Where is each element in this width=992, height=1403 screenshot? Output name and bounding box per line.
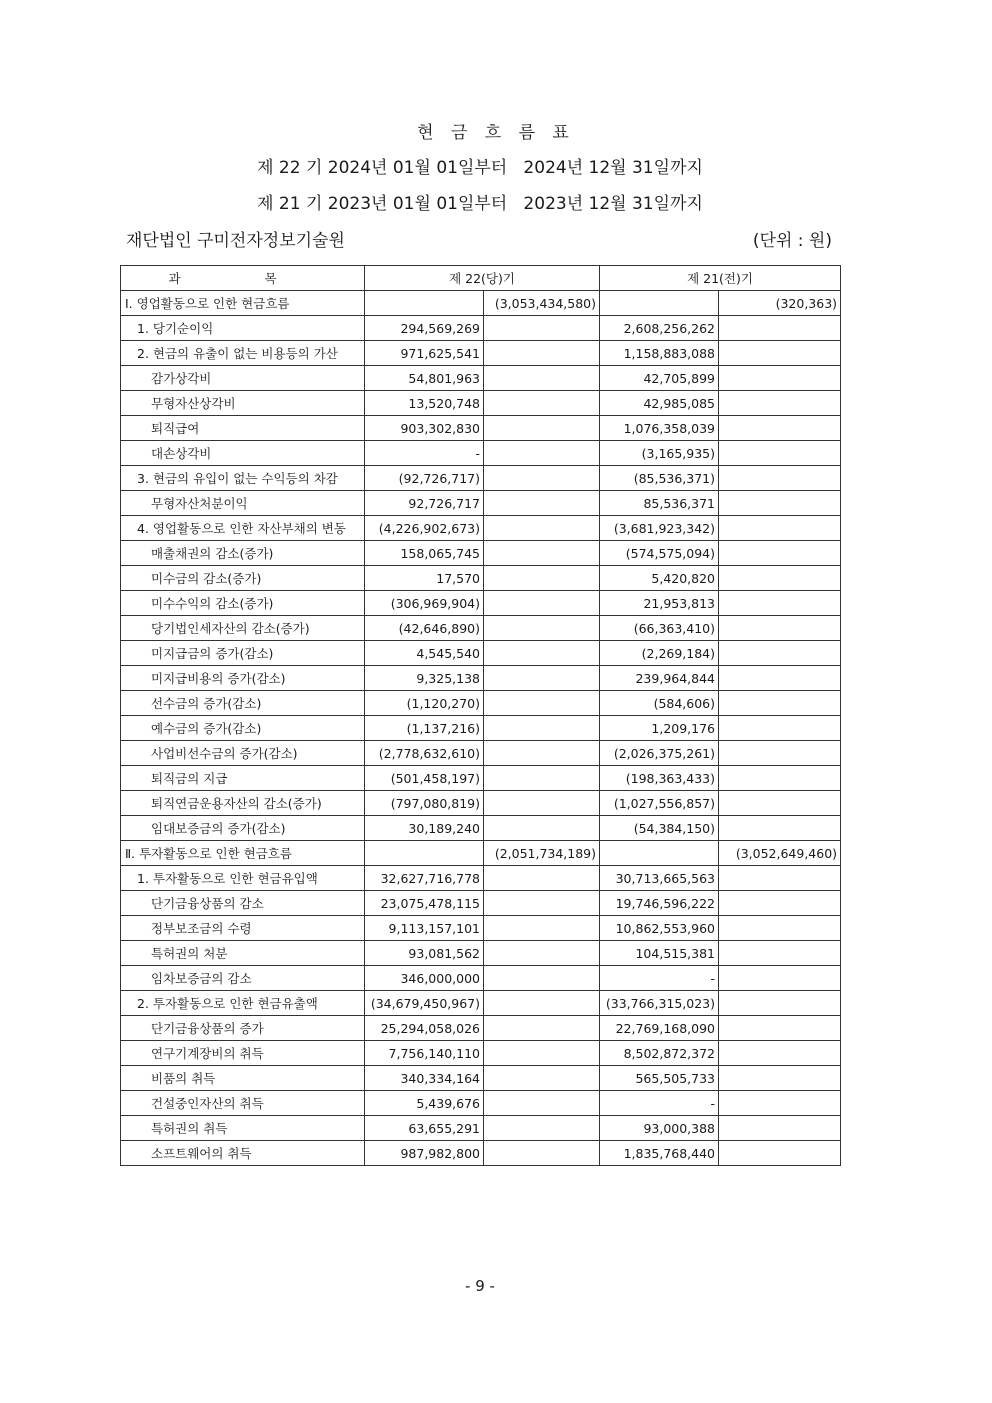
table-row [121,716,841,741]
prior-subtotal-cell: 1,158,883,088 [600,341,719,366]
table-row [121,291,841,316]
table-row [121,1041,841,1066]
prior-total-cell [719,566,841,591]
table-row [121,416,841,441]
table-row [121,816,841,841]
prior-total-cell [719,741,841,766]
current-total-cell [484,741,600,766]
current-total-cell [484,341,600,366]
table-row [121,366,841,391]
current-subtotal-cell: 93,081,562 [365,941,484,966]
current-subtotal-cell [365,841,484,866]
current-total-cell [484,591,600,616]
table-row [121,616,841,641]
current-total-cell [484,616,600,641]
prior-total-cell [719,1116,841,1141]
prior-subtotal-cell: - [600,1091,719,1116]
prior-subtotal-cell: 2,608,256,262 [600,316,719,341]
table-row [121,391,841,416]
current-total-cell [484,666,600,691]
table-row [121,566,841,591]
row-label: 단기금융상품의 증가 [121,1016,365,1041]
prior-subtotal-cell: 1,209,176 [600,716,719,741]
table-row [121,916,841,941]
prior-total-cell [719,341,841,366]
table-row [121,891,841,916]
row-label: 퇴직금의 지급 [121,766,365,791]
prior-subtotal-cell: (3,681,923,342) [600,516,719,541]
current-total-cell [484,541,600,566]
current-total-cell [484,1016,600,1041]
table-row [121,666,841,691]
row-label: 무형자산처분이익 [121,491,365,516]
prior-total-cell: (3,052,649,460) [719,841,841,866]
row-label: 정부보조금의 수령 [121,916,365,941]
prior-subtotal-cell: (198,363,433) [600,766,719,791]
row-label: 미지급금의 증가(감소) [121,641,365,666]
header-prior-period: 제 21(전)기 [600,266,841,291]
current-subtotal-cell: (501,458,197) [365,766,484,791]
current-subtotal-cell: 25,294,058,026 [365,1016,484,1041]
row-label: 무형자산상각비 [121,391,365,416]
table-row [121,316,841,341]
current-subtotal-cell: 17,570 [365,566,484,591]
prior-subtotal-cell: (1,027,556,857) [600,791,719,816]
prior-subtotal-cell: 239,964,844 [600,666,719,691]
row-label: 미수금의 감소(증가) [121,566,365,591]
table-row [121,1116,841,1141]
prior-total-cell [719,391,841,416]
prior-total-cell [719,316,841,341]
prior-total-cell [719,541,841,566]
table-row [121,791,841,816]
current-total-cell [484,316,600,341]
prior-total-cell [719,441,841,466]
current-subtotal-cell: 9,325,138 [365,666,484,691]
current-subtotal-cell: (42,646,890) [365,616,484,641]
table-row [121,516,841,541]
table-row [121,466,841,491]
table-row [121,1066,841,1091]
period-current: 제 22 기 2024년 01월 01일부터 2024년 12월 31일까지 [257,158,703,178]
prior-total-cell [719,516,841,541]
prior-subtotal-cell: (33,766,315,023) [600,991,719,1016]
prior-subtotal-cell: 19,746,596,222 [600,891,719,916]
current-total-cell [484,416,600,441]
current-total-cell [484,1066,600,1091]
row-label: 감가상각비 [121,366,365,391]
table-row [121,591,841,616]
row-label: 미수수익의 감소(증가) [121,591,365,616]
table-row [121,766,841,791]
current-total-cell [484,891,600,916]
row-label: 예수금의 증가(감소) [121,716,365,741]
table-row [121,1016,841,1041]
current-total-cell [484,791,600,816]
row-label: 1. 투자활동으로 인한 현금유입액 [121,866,365,891]
prior-subtotal-cell: 5,420,820 [600,566,719,591]
prior-total-cell [719,1066,841,1091]
row-label: 3. 현금의 유입이 없는 수익등의 차감 [121,466,365,491]
table-row [121,991,841,1016]
row-label: Ⅰ. 영업활동으로 인한 현금흐름 [121,291,365,316]
prior-subtotal-cell: (2,026,375,261) [600,741,719,766]
current-subtotal-cell: - [365,441,484,466]
current-subtotal-cell: 54,801,963 [365,366,484,391]
row-label: 임대보증금의 증가(감소) [121,816,365,841]
current-subtotal-cell: 5,439,676 [365,1091,484,1116]
prior-subtotal-cell: 22,769,168,090 [600,1016,719,1041]
prior-subtotal-cell: 21,953,813 [600,591,719,616]
prior-total-cell [719,1041,841,1066]
row-label: 선수금의 증가(감소) [121,691,365,716]
prior-subtotal-cell: 8,502,872,372 [600,1041,719,1066]
organization-name: 재단법인 구미전자정보기술원 [126,231,345,251]
current-subtotal-cell: 346,000,000 [365,966,484,991]
current-subtotal-cell [365,291,484,316]
prior-total-cell [719,1091,841,1116]
prior-total-cell [719,941,841,966]
current-total-cell [484,691,600,716]
table-row [121,841,841,866]
prior-total-cell [719,1141,841,1166]
row-label: 당기법인세자산의 감소(증가) [121,616,365,641]
table-row [121,491,841,516]
row-label: 대손상각비 [121,441,365,466]
current-total-cell [484,766,600,791]
row-label: 2. 투자활동으로 인한 현금유출액 [121,991,365,1016]
current-total-cell [484,466,600,491]
unit-label: (단위 : 원) [752,231,832,251]
prior-total-cell: (320,363) [719,291,841,316]
row-label: 특허권의 처분 [121,941,365,966]
prior-subtotal-cell: 1,076,358,039 [600,416,719,441]
current-subtotal-cell: (4,226,902,673) [365,516,484,541]
current-subtotal-cell: 63,655,291 [365,1116,484,1141]
current-subtotal-cell: 903,302,830 [365,416,484,441]
prior-subtotal-cell: 85,536,371 [600,491,719,516]
prior-total-cell [719,366,841,391]
prior-total-cell [719,966,841,991]
prior-total-cell [719,816,841,841]
prior-total-cell [719,691,841,716]
table-row [121,641,841,666]
prior-total-cell [719,891,841,916]
prior-total-cell [719,466,841,491]
prior-total-cell [719,416,841,441]
prior-subtotal-cell [600,291,719,316]
prior-subtotal-cell: 1,835,768,440 [600,1141,719,1166]
prior-total-cell [719,666,841,691]
row-label: 1. 당기순이익 [121,316,365,341]
current-subtotal-cell: 340,334,164 [365,1066,484,1091]
row-label: 4. 영업활동으로 인한 자산부채의 변동 [121,516,365,541]
row-label: 단기금융상품의 감소 [121,891,365,916]
document-title: 현 금 흐 름 표 [417,123,575,143]
prior-subtotal-cell: 93,000,388 [600,1116,719,1141]
table-row [121,1091,841,1116]
current-total-cell [484,1116,600,1141]
current-total-cell [484,816,600,841]
row-label: 미지급비용의 증가(감소) [121,666,365,691]
page-number: - 9 - [465,1277,495,1295]
table-row [121,966,841,991]
prior-total-cell [719,591,841,616]
current-subtotal-cell: (34,679,450,967) [365,991,484,1016]
cash-flow-table [120,265,841,1166]
row-label: 퇴직급여 [121,416,365,441]
current-total-cell [484,566,600,591]
header-current-period: 제 22(당)기 [365,266,600,291]
current-total-cell [484,866,600,891]
period-prior: 제 21 기 2023년 01월 01일부터 2023년 12월 31일까지 [257,194,703,214]
current-subtotal-cell: 30,189,240 [365,816,484,841]
current-subtotal-cell: 32,627,716,778 [365,866,484,891]
table-row [121,1141,841,1166]
current-total-cell [484,991,600,1016]
row-label: 사업비선수금의 증가(감소) [121,741,365,766]
current-total-cell [484,516,600,541]
prior-subtotal-cell: 42,985,085 [600,391,719,416]
row-label: 매출채권의 감소(증가) [121,541,365,566]
current-total-cell [484,366,600,391]
row-label: Ⅱ. 투자활동으로 인한 현금흐름 [121,841,365,866]
prior-total-cell [719,791,841,816]
current-total-cell [484,491,600,516]
prior-subtotal-cell: 30,713,665,563 [600,866,719,891]
prior-total-cell [719,641,841,666]
current-total-cell [484,1091,600,1116]
current-subtotal-cell: (2,778,632,610) [365,741,484,766]
header-item: 과 목 [121,266,365,291]
current-total-cell [484,391,600,416]
prior-subtotal-cell: 104,515,381 [600,941,719,966]
table-row [121,441,841,466]
prior-total-cell [719,766,841,791]
current-subtotal-cell: (306,969,904) [365,591,484,616]
prior-subtotal-cell: - [600,966,719,991]
prior-total-cell [719,866,841,891]
row-label: 연구기계장비의 취득 [121,1041,365,1066]
current-total-cell [484,916,600,941]
table-row [121,541,841,566]
table-body [121,291,841,1166]
prior-total-cell [719,991,841,1016]
current-subtotal-cell: 158,065,745 [365,541,484,566]
current-subtotal-cell: 7,756,140,110 [365,1041,484,1066]
current-total-cell [484,966,600,991]
current-subtotal-cell: 9,113,157,101 [365,916,484,941]
prior-total-cell [719,716,841,741]
current-subtotal-cell: (1,137,216) [365,716,484,741]
row-label: 건설중인자산의 취득 [121,1091,365,1116]
table-row [121,741,841,766]
row-label: 소프트웨어의 취득 [121,1141,365,1166]
table-header-row [121,266,841,291]
row-label: 비품의 취득 [121,1066,365,1091]
current-total-cell [484,641,600,666]
current-total-cell [484,1041,600,1066]
prior-subtotal-cell: (574,575,094) [600,541,719,566]
current-subtotal-cell: 294,569,269 [365,316,484,341]
current-subtotal-cell: 92,726,717 [365,491,484,516]
current-subtotal-cell: (92,726,717) [365,466,484,491]
current-subtotal-cell: (1,120,270) [365,691,484,716]
table-row [121,341,841,366]
row-label: 2. 현금의 유출이 없는 비용등의 가산 [121,341,365,366]
table-row [121,691,841,716]
row-label: 임차보증금의 감소 [121,966,365,991]
prior-total-cell [719,916,841,941]
current-subtotal-cell: 4,545,540 [365,641,484,666]
prior-subtotal-cell: (3,165,935) [600,441,719,466]
prior-total-cell [719,1016,841,1041]
current-subtotal-cell: 13,520,748 [365,391,484,416]
prior-subtotal-cell: (66,363,410) [600,616,719,641]
prior-total-cell [719,616,841,641]
row-label: 특허권의 취득 [121,1116,365,1141]
prior-subtotal-cell: (2,269,184) [600,641,719,666]
current-total-cell: (3,053,434,580) [484,291,600,316]
prior-subtotal-cell: (54,384,150) [600,816,719,841]
table-row [121,866,841,891]
current-subtotal-cell: 987,982,800 [365,1141,484,1166]
current-total-cell: (2,051,734,189) [484,841,600,866]
current-total-cell [484,716,600,741]
prior-subtotal-cell: 10,862,553,960 [600,916,719,941]
current-subtotal-cell: 23,075,478,115 [365,891,484,916]
prior-subtotal-cell: 565,505,733 [600,1066,719,1091]
row-label: 퇴직연금운용자산의 감소(증가) [121,791,365,816]
table-row [121,941,841,966]
current-total-cell [484,441,600,466]
current-total-cell [484,1141,600,1166]
prior-total-cell [719,491,841,516]
prior-subtotal-cell: (584,606) [600,691,719,716]
current-total-cell [484,941,600,966]
current-subtotal-cell: 971,625,541 [365,341,484,366]
prior-subtotal-cell: (85,536,371) [600,466,719,491]
prior-subtotal-cell [600,841,719,866]
current-subtotal-cell: (797,080,819) [365,791,484,816]
prior-subtotal-cell: 42,705,899 [600,366,719,391]
